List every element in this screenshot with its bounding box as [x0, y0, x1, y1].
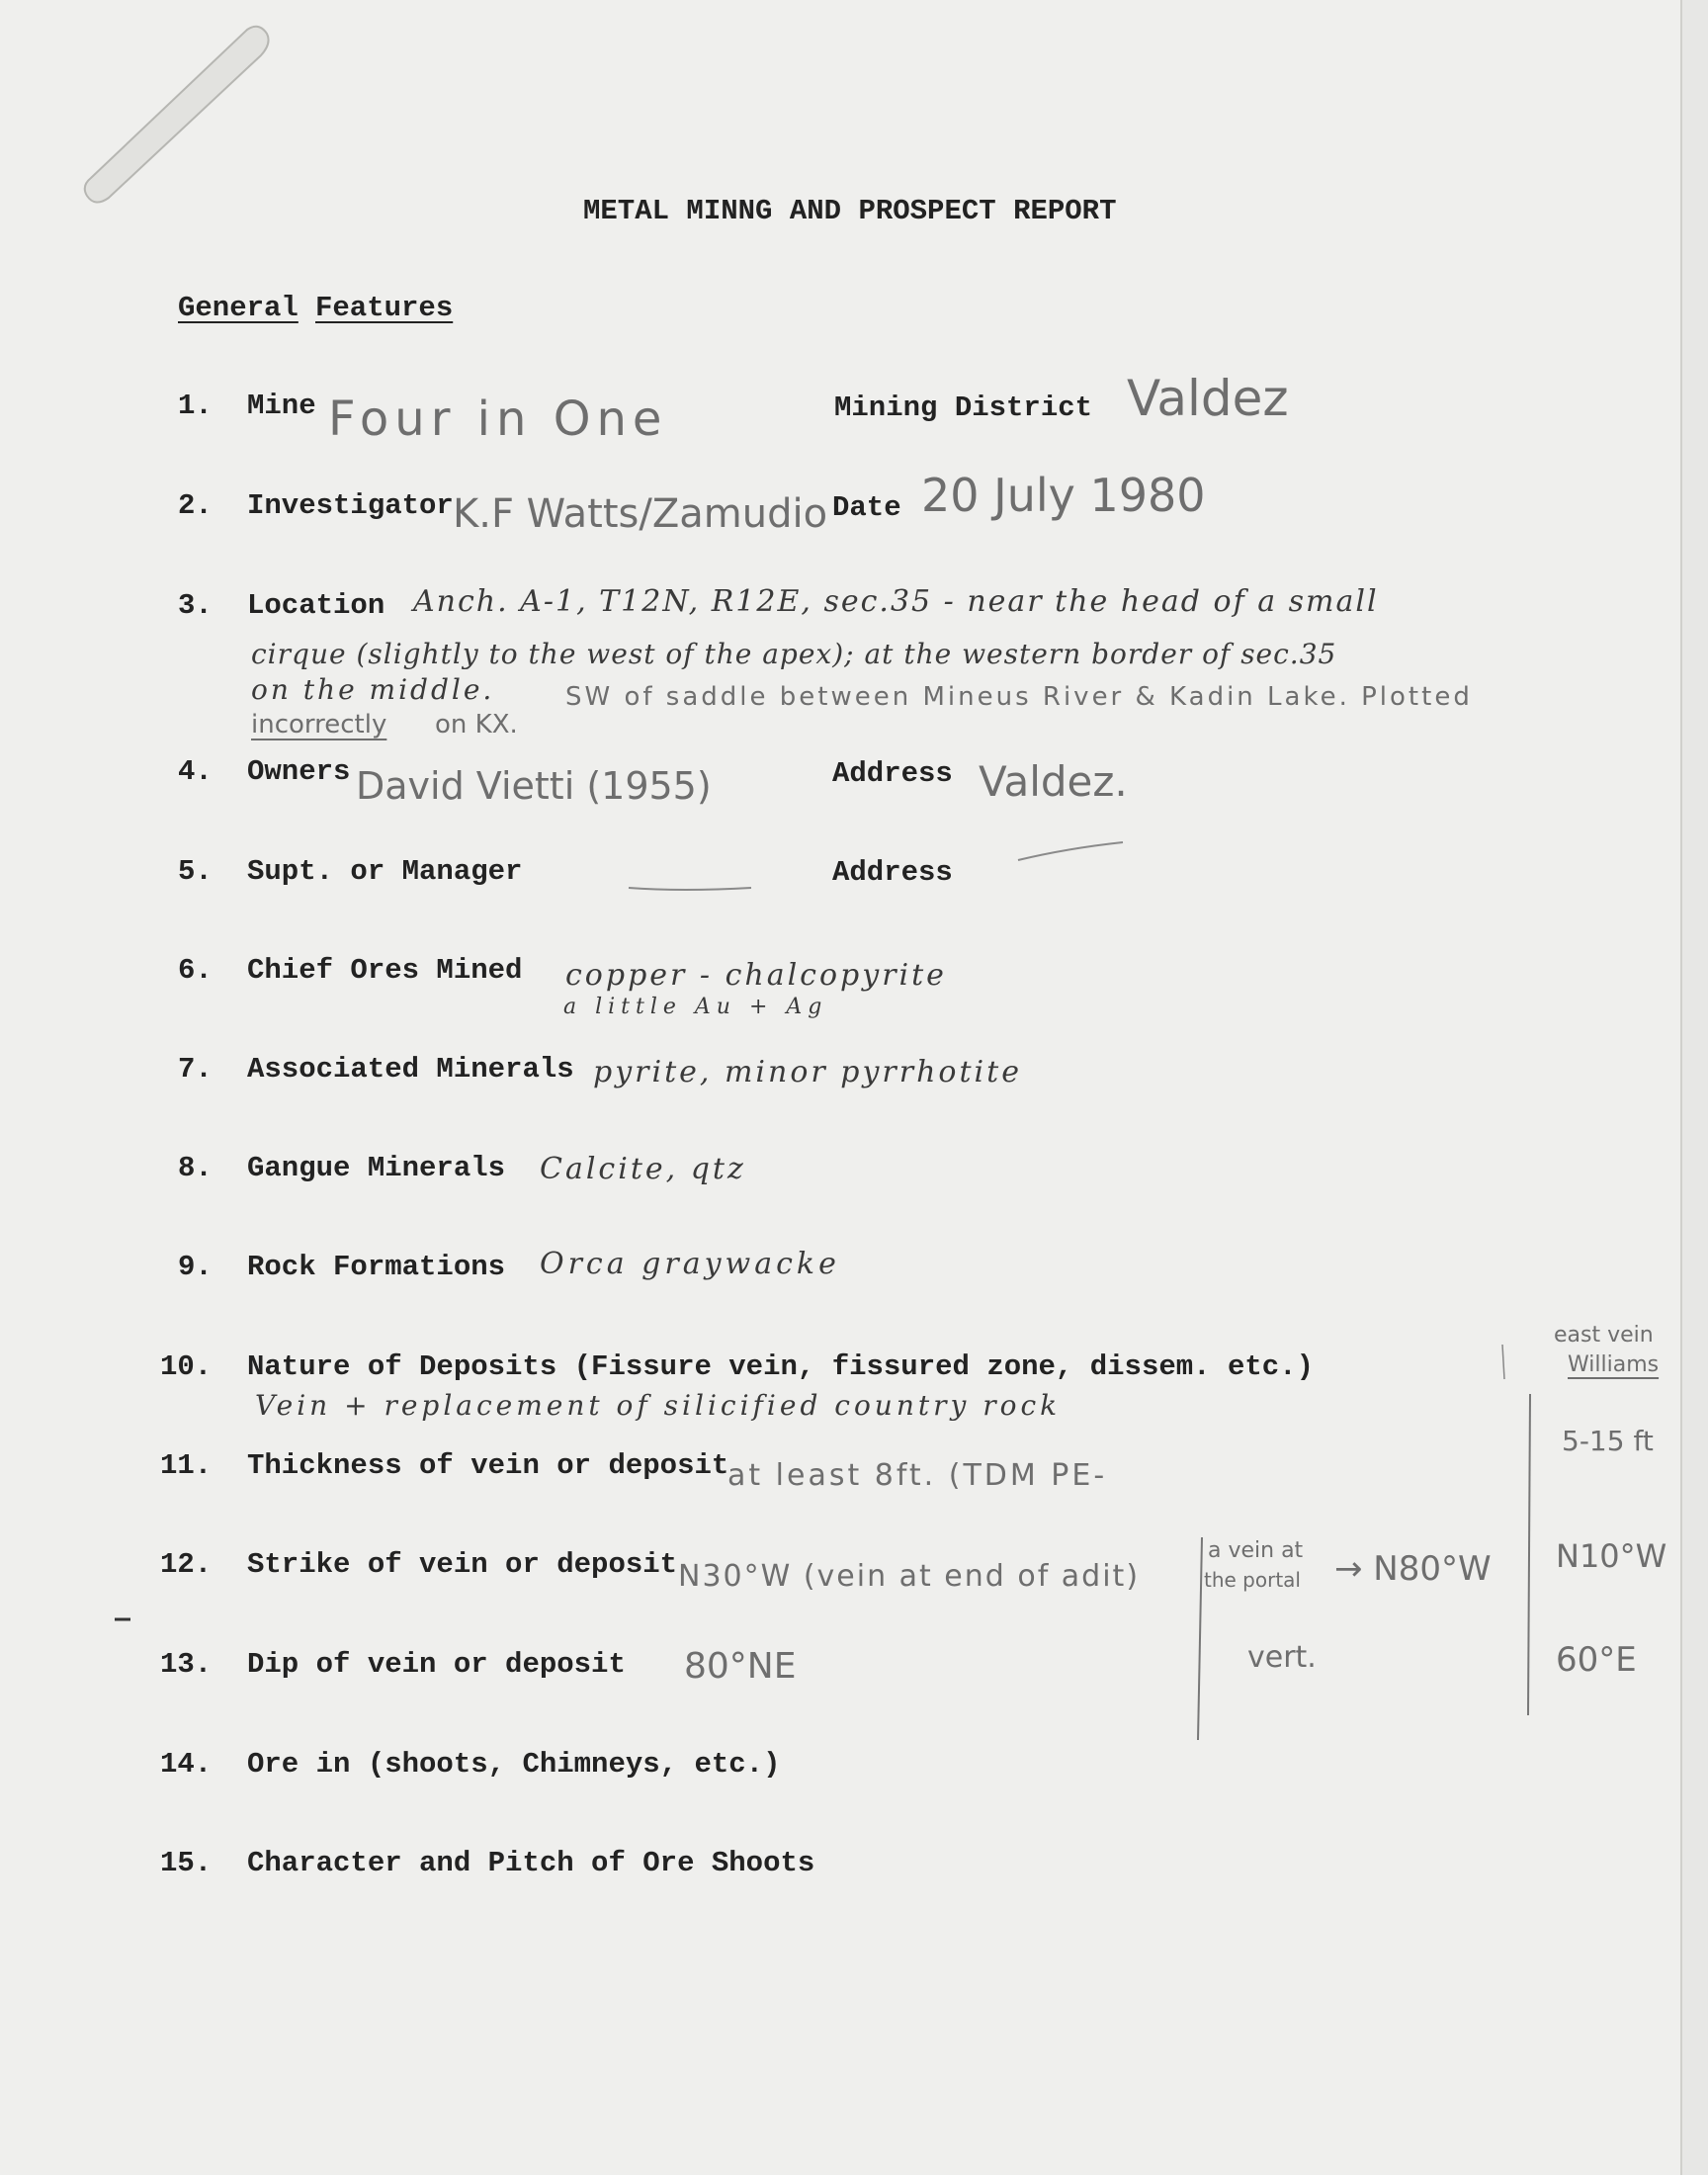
item-14-number: 14.	[160, 1748, 213, 1781]
item-12-label: Strike of vein or deposit	[247, 1548, 678, 1581]
item-1-value: Four in One	[328, 392, 668, 447]
item-5-number: 5.	[178, 855, 213, 888]
item-3-value-line-3: on the middle.	[251, 673, 495, 706]
item-3-value-line-2: cirque (slightly to the west of the apex); at the western border of sec.35	[251, 638, 1337, 670]
item-11-number: 11.	[160, 1449, 213, 1482]
item-3-pencil-rest: on KX.	[435, 710, 518, 740]
item-13-number: 13.	[160, 1648, 213, 1681]
item-10-value: Vein + replacement of silicified country rock	[255, 1389, 1062, 1422]
item-1-label: Mine	[247, 390, 316, 422]
item-3-number: 3.	[178, 589, 213, 622]
item-2-label2: Date	[832, 491, 901, 524]
side-note-east-thickness: 5-15 ft	[1562, 1425, 1654, 1457]
item-9-value: Orca graywacke	[540, 1247, 840, 1281]
side-note-east-2: Williams	[1568, 1352, 1660, 1377]
item-3-pencil-note: SW of saddle between Mineus River & Kadin Lake. Plotted	[565, 682, 1473, 712]
item-7-label: Associated Minerals	[247, 1053, 574, 1086]
item-13-label: Dip of vein or deposit	[247, 1648, 626, 1681]
item-3-pencil-underlined: incorrectly	[251, 710, 387, 740]
item-4-number: 4.	[178, 755, 213, 788]
item-2-value: K.F Watts/Zamudio	[453, 491, 828, 537]
item-2-label: Investigator	[247, 489, 454, 522]
side-note-portal-2: the portal	[1204, 1568, 1301, 1592]
bracket-line-east-upper	[1502, 1345, 1504, 1379]
item-4-label2: Address	[832, 757, 953, 790]
item-4-value2: Valdez.	[979, 757, 1128, 806]
report-title: METAL MINNG AND PROSPECT REPORT	[583, 195, 1117, 227]
item-15-label: Character and Pitch of Ore Shoots	[247, 1847, 815, 1879]
section-heading-features: Features	[315, 292, 454, 324]
item-1-label2: Mining District	[834, 392, 1093, 424]
item-5-label2: Address	[832, 856, 953, 889]
item-8-value: Calcite, qtz	[540, 1152, 746, 1186]
pencil-dash-address	[1018, 842, 1123, 860]
item-4-label: Owners	[247, 755, 351, 788]
side-note-east-strike: N10°W	[1556, 1537, 1667, 1575]
item-14-label: Ore in (shoots, Chimneys, etc.)	[247, 1748, 781, 1781]
item-15-number: 15.	[160, 1847, 213, 1879]
item-6-label: Chief Ores Mined	[247, 954, 523, 987]
item-11-value: at least 8ft. (TDM PE-	[727, 1458, 1108, 1493]
side-note-portal-1: a vein at	[1208, 1538, 1304, 1563]
item-5-label: Supt. or Manager	[247, 855, 523, 888]
item-10-label: Nature of Deposits (Fissure vein, fissured zone, dissem. etc.)	[247, 1350, 1314, 1383]
bracket-line-east	[1528, 1394, 1530, 1715]
item-4-value: David Vietti (1955)	[356, 764, 712, 808]
item-7-number: 7.	[178, 1053, 213, 1086]
item-3-value-line-1: Anch. A-1, T12N, R12E, sec.35 - near the head of a small	[413, 584, 1379, 619]
item-7-value: pyrite, minor pyrrhotite	[593, 1055, 1022, 1089]
pencil-dash-supt	[629, 888, 751, 890]
item-9-label: Rock Formations	[247, 1251, 506, 1283]
item-12-value: N30°W (vein at end of adit)	[678, 1559, 1141, 1594]
item-6-value: copper - chalcopyrite	[565, 958, 947, 993]
item-2-number: 2.	[178, 489, 213, 522]
side-note-east-1: east vein	[1554, 1323, 1654, 1348]
item-3-label: Location	[247, 589, 385, 622]
item-10-number: 10.	[160, 1350, 213, 1383]
item-13-value: 80°NE	[684, 1646, 797, 1687]
side-note-portal-dip: vert.	[1247, 1640, 1317, 1675]
item-1-number: 1.	[178, 390, 213, 422]
item-8-label: Gangue Minerals	[247, 1152, 506, 1184]
staple-mark	[85, 27, 269, 203]
item-2-value2: 20 July 1980	[921, 469, 1206, 522]
side-note-east-dip: 60°E	[1556, 1640, 1637, 1680]
bracket-line-portal	[1198, 1537, 1202, 1740]
section-heading-general: General	[178, 292, 299, 324]
item-8-number: 8.	[178, 1152, 213, 1184]
item-6-value-b: a little Au + Ag	[563, 995, 828, 1019]
item-9-number: 9.	[178, 1251, 213, 1283]
side-note-portal-strike: → N80°W	[1334, 1549, 1492, 1589]
item-11-label: Thickness of vein or deposit	[247, 1449, 729, 1482]
item-6-number: 6.	[178, 954, 213, 987]
item-1-value2: Valdez	[1127, 370, 1289, 427]
item-12-number: 12.	[160, 1548, 213, 1581]
